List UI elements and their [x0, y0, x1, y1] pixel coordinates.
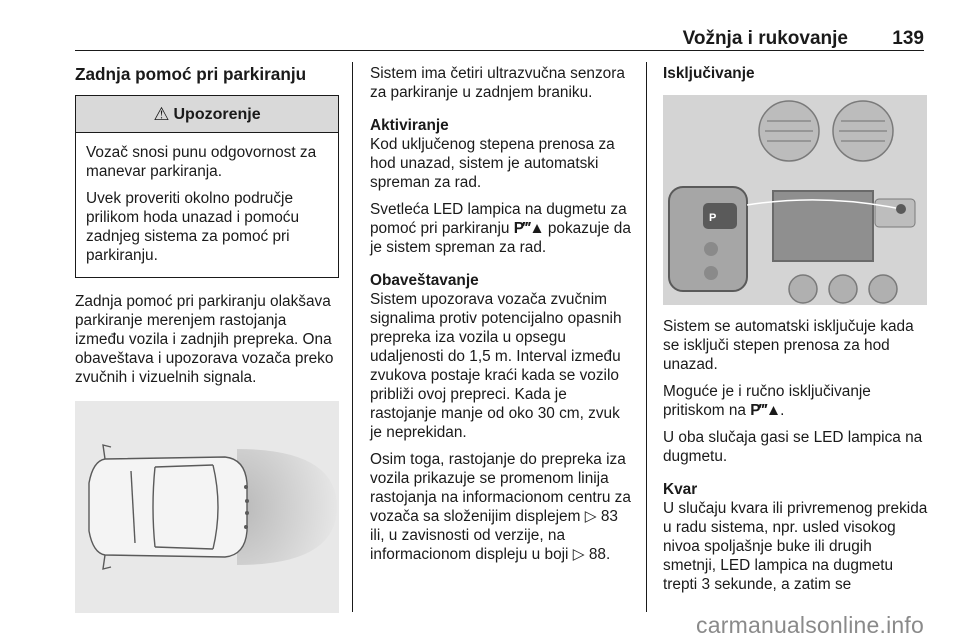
parking-assist-icon: P [709, 212, 717, 224]
subheading-fault: Kvar [663, 481, 698, 498]
subheading-activation: Aktiviranje [370, 117, 449, 134]
page-reference-link[interactable]: ▷ 83 [584, 508, 618, 525]
body-paragraph: Osim toga, rastojanje do prepreka iza vozila prikazuje se promenom linija rastojanja na informacionom centru za vozača sa složenijim displejem ▷ 83 ili, u zavisnosti od verzije, na informacionom displeju u boji ▷ 88. [370, 451, 631, 563]
car-top-view [89, 445, 247, 569]
notification-section [370, 271, 634, 564]
body-paragraph: Zadnja pomoć pri parkiranju olakšava parkiranje merenjem rastojanja između vozila i zadnjih prepreka. Ona obaveštava i upozorava vozača preko zvučnih i vizuelnih signala. [75, 293, 334, 386]
dashboard-button-figure [663, 95, 927, 305]
body-paragraph: Sistem se automatski isključuje kada se isključi stepen prenosa za hod unazad. [663, 318, 914, 373]
watermark: carmanualsonline.info [696, 612, 924, 638]
body-paragraph: Sistem upozorava vozača zvučnim signalima protiv potencijalno opasnih prepreka iza vozila u opsegu udaljenosti do 1,5 m. Interval između zvukova postaje kraći kada se vozilo približi ovoj prepreci. Kada je rastojanje manje od oko 30 cm, zvuk je neprekidan. [370, 291, 622, 441]
column-divider [646, 62, 647, 612]
body-paragraph: Svetleća LED lampica na dugmetu za pomoć pri parkiranju P‴▲ pokazuje da je sistem spreman za rad. [370, 201, 631, 256]
console-panel [875, 199, 915, 227]
warning-triangle-icon: ⚠ [153, 103, 170, 124]
header-rule [75, 50, 924, 51]
body-paragraph: Moguće je i ručno isključivanje pritiskom na P‴▲. [663, 383, 871, 419]
warning-paragraph: Uvek proveriti okolno područje prilikom hoda unazad i pomoću zadnjeg sistema za pomoć pri parkiranju. [86, 190, 300, 264]
warning-body [76, 133, 338, 277]
warning-paragraph: Vozač snosi punu odgovornost za manevar parkiranja. [86, 144, 317, 180]
parking-sensor-figure [75, 401, 339, 613]
body-paragraph: Kod uključenog stepena prenosa za hod unazad, sistem je automatski spreman za rad. [370, 136, 615, 191]
column-1 [75, 64, 339, 613]
center-display [773, 191, 873, 261]
body-paragraph: U slučaju kvara ili privremenog prekida u radu sistema, npr. usled visokog nivoa spoljašnje buke ili drugih smetnji, LED lampica na dugmetu trepti 3 sekunde, a zatim se [663, 500, 928, 593]
warning-box [75, 95, 339, 278]
page-number: 139 [892, 28, 924, 49]
page-header [75, 28, 924, 50]
chapter-title: Vožnja i rukovanje [682, 28, 848, 49]
body-paragraph: U oba slučaja gasi se LED lampica na dugmetu. [663, 429, 923, 465]
column-divider [352, 62, 353, 612]
activation-section [370, 116, 634, 257]
column-3 [663, 64, 928, 602]
section-heading: Zadnja pomoć pri parkiranju [75, 64, 307, 84]
page-reference-link[interactable]: ▷ 88 [572, 546, 606, 563]
warning-header [76, 96, 338, 133]
parking-assist-icon: P‴▲ [513, 220, 544, 237]
subheading-notification: Obaveštavanje [370, 272, 479, 289]
column-2 [370, 64, 634, 572]
body-paragraph: Sistem ima četiri ultrazvučna senzora za parkiranje u zadnjem braniku. [370, 65, 625, 101]
subheading-deactivation: Isključivanje [663, 65, 755, 82]
knobs [789, 275, 897, 303]
button-location-marker [896, 204, 906, 214]
parking-assist-icon: P‴▲ [750, 402, 781, 419]
warning-title: Upozorenje [173, 105, 261, 123]
